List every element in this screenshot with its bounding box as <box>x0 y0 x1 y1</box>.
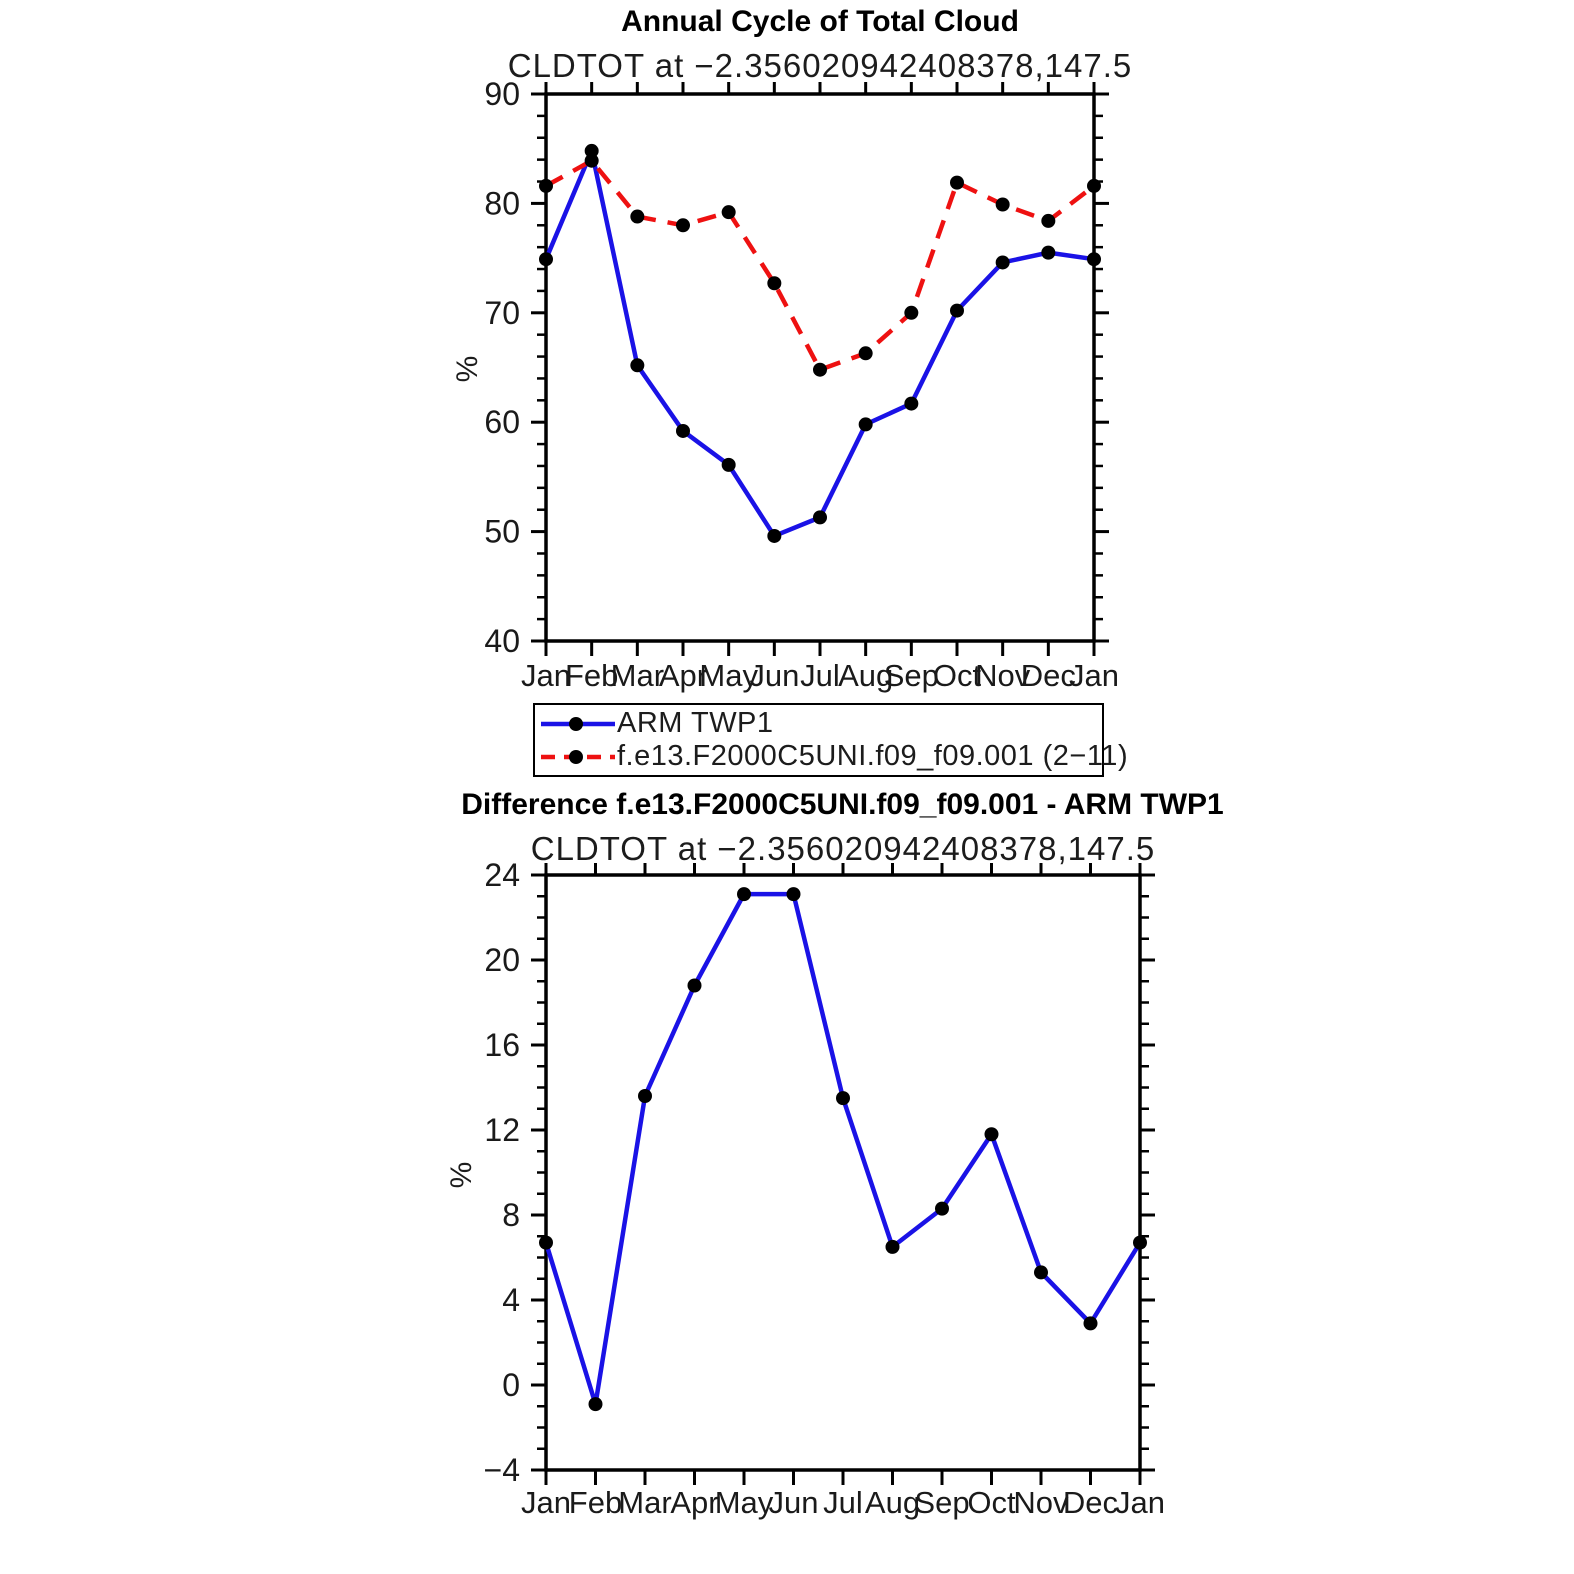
data-point-marker <box>630 358 644 372</box>
data-point-marker <box>539 252 553 266</box>
x-tick-label: Oct <box>932 658 982 693</box>
data-point-marker <box>585 154 599 168</box>
y-tick-label: 8 <box>502 1197 520 1233</box>
x-tick-label: Sep <box>914 1485 970 1520</box>
x-tick-label: Feb <box>568 1485 623 1520</box>
y-tick-label: 50 <box>484 513 520 550</box>
data-point-marker <box>787 887 801 901</box>
x-tick-label: Sep <box>883 658 939 693</box>
data-point-marker <box>539 179 553 193</box>
data-line-model <box>546 161 1094 370</box>
x-tick-label: Jan <box>521 658 571 693</box>
data-point-marker <box>836 1091 850 1105</box>
x-tick-label: Jan <box>521 1485 571 1520</box>
x-tick-label: May <box>699 658 758 693</box>
data-point-marker <box>1087 252 1101 266</box>
data-point-marker <box>950 176 964 190</box>
data-point-marker <box>722 205 736 219</box>
x-tick-label: Nov <box>975 658 1031 693</box>
data-line-obs <box>546 151 1094 536</box>
legend-box <box>533 703 1129 777</box>
x-tick-label: Nov <box>1013 1485 1069 1520</box>
model-line-sample-icon <box>539 748 617 766</box>
data-point-marker <box>722 458 736 472</box>
x-tick-label: Feb <box>564 658 619 693</box>
bottom-chart-y-axis-label: % <box>445 1161 478 1189</box>
data-point-marker <box>1041 246 1055 260</box>
legend-label-model: f.e13.F2000C5UNI.f09_f09.001 (2−11) <box>617 740 1129 772</box>
top-chart-title: Annual Cycle of Total Cloud <box>621 5 1019 38</box>
data-point-marker <box>1133 1236 1147 1250</box>
y-tick-label: 0 <box>502 1367 520 1403</box>
data-point-marker <box>676 424 690 438</box>
legend-entry-obs <box>539 707 1102 740</box>
legend-entry-model <box>539 740 1129 773</box>
data-point-marker <box>737 887 751 901</box>
y-tick-label: 90 <box>484 76 520 112</box>
data-point-marker <box>904 306 918 320</box>
data-point-marker <box>859 417 873 431</box>
data-point-marker <box>886 1240 900 1254</box>
top-chart-y-axis-label: % <box>451 355 484 383</box>
data-point-marker <box>813 363 827 377</box>
x-tick-label: Aug <box>838 658 894 693</box>
x-tick-label: Jun <box>768 1485 819 1520</box>
bottom-chart-subtitle: CLDTOT at −2.356020942408378,147.5 <box>530 830 1156 867</box>
x-tick-label: Aug <box>864 1485 921 1520</box>
legend-label-obs: ARM TWP1 <box>617 707 774 739</box>
x-tick-label: Jun <box>749 658 800 693</box>
y-tick-label: 80 <box>484 185 520 222</box>
data-point-marker <box>1041 214 1055 228</box>
y-tick-label: 70 <box>484 294 520 331</box>
x-tick-label: Mar <box>618 1485 672 1520</box>
data-point-marker <box>539 1236 553 1250</box>
x-tick-label: Oct <box>967 1485 1016 1520</box>
data-point-marker <box>767 276 781 290</box>
data-point-marker <box>638 1089 652 1103</box>
data-point-marker <box>904 397 918 411</box>
x-tick-label: Jan <box>1115 1485 1165 1520</box>
data-point-marker <box>1034 1265 1048 1279</box>
data-point-marker <box>767 529 781 543</box>
data-point-marker <box>996 197 1010 211</box>
y-tick-label: 40 <box>484 623 520 659</box>
y-tick-label: 16 <box>484 1027 520 1063</box>
data-point-marker <box>688 979 702 993</box>
data-point-marker <box>630 210 644 224</box>
x-tick-label: Jul <box>823 1485 863 1520</box>
data-point-marker <box>859 346 873 360</box>
y-tick-label: −4 <box>483 1452 520 1488</box>
x-tick-label: Apr <box>670 1485 719 1520</box>
x-tick-label: Jan <box>1069 658 1119 693</box>
x-tick-label: Dec <box>1062 1485 1119 1520</box>
top-chart-subtitle: CLDTOT at −2.356020942408378,147.5 <box>507 47 1133 84</box>
y-tick-label: 60 <box>484 404 520 441</box>
data-point-marker <box>676 218 690 232</box>
y-tick-label: 20 <box>484 942 520 978</box>
data-point-marker <box>813 510 827 524</box>
data-line-obs <box>546 894 1140 1404</box>
plot-border <box>546 875 1140 1470</box>
y-tick-label: 12 <box>484 1112 520 1148</box>
data-point-marker <box>1087 179 1101 193</box>
x-tick-label: Apr <box>658 658 708 693</box>
y-tick-label: 4 <box>502 1282 520 1318</box>
data-point-marker <box>935 1202 949 1216</box>
data-point-marker <box>1084 1316 1098 1330</box>
obs-line-sample-icon <box>539 715 617 733</box>
data-point-marker <box>996 255 1010 269</box>
bottom-chart-title: Difference f.e13.F2000C5UNI.f09_f09.001 - ARM TWP1 <box>461 788 1224 821</box>
x-tick-label: Dec <box>1020 658 1076 693</box>
data-point-marker <box>950 304 964 318</box>
y-tick-label: 24 <box>484 857 520 893</box>
data-point-marker <box>985 1127 999 1141</box>
x-tick-label: Jul <box>800 658 840 693</box>
data-point-marker <box>589 1397 603 1411</box>
x-tick-label: May <box>714 1485 774 1520</box>
x-tick-label: Mar <box>610 658 665 693</box>
